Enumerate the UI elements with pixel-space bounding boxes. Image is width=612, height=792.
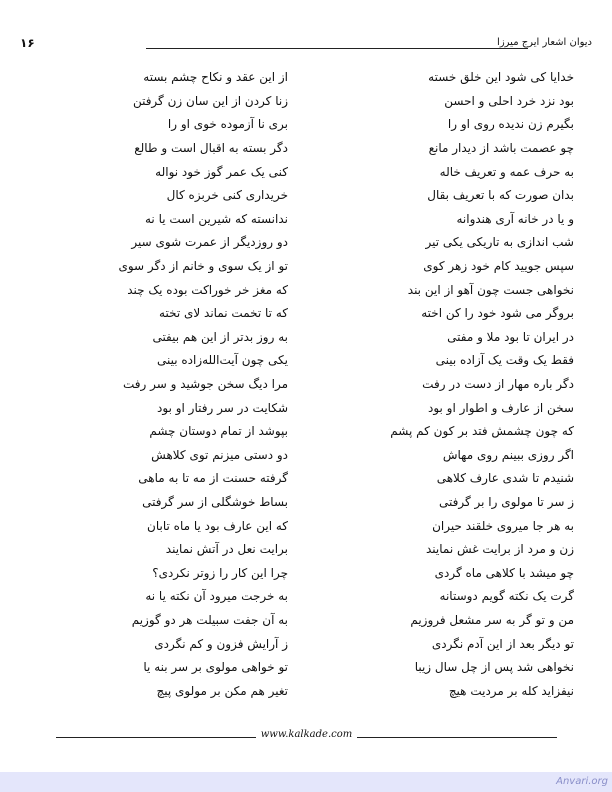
couplet-row [56, 90, 574, 114]
hemistich-left: دو دستی میزنم توی کلاهش [151, 447, 288, 462]
footer-url[interactable]: www.kalkade.com [260, 729, 353, 740]
couplet-row [56, 326, 574, 350]
hemistich-left: که تا تخمت نماند لای تخته [159, 306, 288, 321]
hemistich-left: بساط خوشگلی از سر گرفتی [142, 494, 288, 509]
hemistich-right: زن و مرد از برایت غش نمایند [426, 542, 574, 557]
couplet-row [56, 160, 574, 184]
watermark-bar [0, 772, 612, 792]
hemistich-right: و یا در خانه آری هندوانه [456, 211, 574, 226]
hemistich-left: کنی یک عمر گوز خود نواله [155, 164, 288, 179]
hemistich-left: که مغز خر خوراکت بوده یک چند [127, 282, 288, 297]
hemistich-right: شب اندازی به تاریکی یکی تیر [425, 235, 574, 250]
hemistich-left: به روز بدتر از این هم بیفتی [152, 329, 288, 344]
hemistich-left: ز آرایش فزون و کم نگردی [154, 636, 288, 651]
page-number: ۱۶ [20, 36, 35, 50]
hemistich-left: زنا کردن از این سان زن گرفتن [132, 93, 288, 108]
poem-body [56, 66, 574, 706]
hemistich-left: تو خواهی مولوی بر سر بنه یا [143, 660, 288, 675]
couplet-row [56, 278, 574, 302]
couplet-row [56, 585, 574, 609]
hemistich-right: شنیدم تا شدی عارف کلاهی [436, 471, 574, 486]
couplet-row [56, 66, 574, 90]
hemistich-left: به خرجت میرود آن نکته یا نه [145, 589, 288, 604]
hemistich-right: به هر جا میروی خلقند حیران [432, 518, 574, 533]
hemistich-right: سپس جویید کام خود زهر کوی [423, 259, 574, 274]
hemistich-left: تغیر هم مکن بر مولوی پیچ [156, 683, 288, 698]
hemistich-right: تو دیگر بعد از این آدم نگردی [431, 636, 574, 651]
hemistich-right: دگر باره مهار از دست در رفت [422, 377, 574, 392]
header-rule [146, 48, 528, 49]
couplet-row [56, 302, 574, 326]
couplet-row [56, 514, 574, 538]
couplet-row [56, 349, 574, 373]
hemistich-right: در ایران تا بود ملا و مفتی [447, 329, 574, 344]
hemistich-right: سخن از عارف و اطوار او بود [427, 400, 574, 415]
couplet-row [56, 679, 574, 703]
couplet-row [56, 538, 574, 562]
couplet-row [56, 373, 574, 397]
hemistich-right: اگر روزی ببینم روی مهاش [442, 447, 574, 462]
hemistich-left: بپوشد از تمام دوستان چشم [149, 424, 288, 439]
hemistich-right: نیفزاید کله بر مردیت هیچ [448, 683, 574, 698]
couplet-row [56, 491, 574, 515]
hemistich-left: یکی چون آیت‌الله‌زاده بینی [156, 353, 288, 368]
hemistich-right: نخواهی جست چون آهو از این بند [407, 282, 574, 297]
hemistich-left: خریداری کنی خربزه کال [166, 188, 288, 203]
hemistich-right: چو میشد با کلاهی ماه گردی [434, 565, 574, 580]
couplet-row [56, 561, 574, 585]
couplet-row [56, 632, 574, 656]
couplet-row [56, 208, 574, 232]
hemistich-left: ندانسته که شیرین است یا نه [144, 211, 288, 226]
hemistich-left: دگر بسته به اقبال است و طالع [134, 141, 288, 156]
hemistich-right: بگیرم زن ندیده روی او را [447, 117, 574, 132]
hemistich-right: من و تو گر به سر مشعل فروزیم [410, 612, 574, 627]
couplet-row [56, 184, 574, 208]
hemistich-left: دو روزدیگر از عمرت شوی سیر [131, 235, 288, 250]
hemistich-right: بود نزد خرد احلی و احسن [444, 93, 574, 108]
footer-rule-left [56, 737, 256, 738]
couplet-row [56, 231, 574, 255]
hemistich-right: که چون چشمش فتد بر کون کم پشم [390, 424, 574, 439]
hemistich-left: برایت نعل در آتش نمایند [165, 542, 288, 557]
hemistich-right: به حرف عمه و تعریف خاله [439, 164, 574, 179]
hemistich-right: نخواهی شد پس از چل سال زیبا [414, 660, 574, 675]
hemistich-left: تو از یک سوی و خانم از دگر سوی [118, 259, 288, 274]
hemistich-right: چو عصمت باشد از دیدار مانع [428, 141, 574, 156]
couplet-row [56, 467, 574, 491]
hemistich-left: به آن جفت سبیلت هر دو گوزیم [131, 612, 288, 627]
hemistich-right: گرت یک نکته گویم دوستانه [439, 589, 574, 604]
couplet-row [56, 444, 574, 468]
hemistich-right: ز سر تا مولوی را بر گرفتی [438, 494, 574, 509]
footer-rule-right [357, 737, 557, 738]
hemistich-left: از این عقد و نکاح چشم بسته [143, 70, 288, 85]
hemistich-left: مرا دیگ سخن جوشید و سر رفت [122, 377, 288, 392]
hemistich-left: چرا این کار را زوتر نکردی؟ [152, 565, 288, 580]
couplet-row [56, 420, 574, 444]
hemistich-left: بری نا آزموده خوی او را [167, 117, 288, 132]
book-title: دیوان اشعار ایرج میرزا [497, 37, 592, 48]
hemistich-left: شکایت در سر رفتار او بود [157, 400, 288, 415]
hemistich-left: گرفته حسنت از مه تا به ماهی [138, 471, 288, 486]
couplet-row [56, 396, 574, 420]
hemistich-right: بدان صورت که با تعریف بقال [427, 188, 574, 203]
couplet-row [56, 137, 574, 161]
hemistich-right: فقط یک وقت یک آزاده بینی [435, 353, 574, 368]
hemistich-right: بروگر می شود خود را کن اخته [421, 306, 574, 321]
couplet-row [56, 113, 574, 137]
hemistich-right: خدایا کی شود این خلق خسته [428, 70, 574, 85]
couplet-row [56, 656, 574, 680]
couplet-row [56, 609, 574, 633]
couplet-row [56, 255, 574, 279]
hemistich-left: که این عارف بود یا ماه تابان [147, 518, 288, 533]
watermark-text: Anvari.org [556, 776, 608, 787]
